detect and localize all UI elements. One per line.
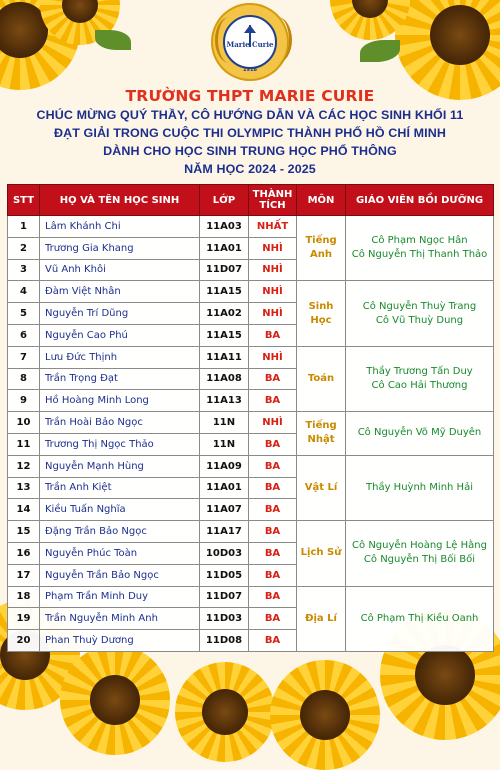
sunflower-bottom-left-2: [60, 645, 170, 755]
row-student-name: Hồ Hoàng Minh Long: [40, 390, 200, 412]
table-row: [8, 216, 494, 238]
row-award: BA: [249, 390, 297, 412]
congrats-line-2: ĐẠT GIẢI TRONG CUỘC THI OLYMPIC THÀNH PHỐ HỒ CHÍ MINH: [54, 126, 446, 140]
row-award: NHÌ: [249, 412, 297, 434]
teacher-cell: Cô Phạm Ngọc Hân Cô Nguyễn Thị Thanh Thảo: [346, 216, 494, 281]
row-stt: 4: [8, 281, 40, 303]
row-award: NHÌ: [249, 259, 297, 281]
row-stt: 2: [8, 237, 40, 259]
row-student-name: Trương Thị Ngọc Thảo: [40, 433, 200, 455]
row-student-name: Kiều Tuấn Nghĩa: [40, 499, 200, 521]
header-teacher: GIÁO VIÊN BỒI DƯỠNG: [346, 185, 494, 216]
row-class: 11D07: [200, 586, 249, 608]
row-award: NHẤT: [249, 216, 297, 238]
row-class: 11A02: [200, 303, 249, 325]
row-student-name: Đàm Việt Nhân: [40, 281, 200, 303]
teacher-cell: Thầy Huỳnh Minh Hải: [346, 455, 494, 520]
teacher-cell: Cô Phạm Thị Kiều Oanh: [346, 586, 494, 651]
row-award: NHÌ: [249, 237, 297, 259]
logo-year: 1918: [243, 67, 257, 73]
row-award: BA: [249, 499, 297, 521]
subject-cell: Vật Lí: [297, 455, 346, 520]
table-row: [8, 586, 494, 608]
table-row: [8, 412, 494, 434]
row-stt: 11: [8, 433, 40, 455]
row-award: NHÌ: [249, 346, 297, 368]
row-student-name: Nguyễn Trần Bảo Ngọc: [40, 564, 200, 586]
results-table-wrap: [7, 184, 493, 652]
row-stt: 7: [8, 346, 40, 368]
row-stt: 16: [8, 542, 40, 564]
leaf-decoration: [360, 40, 400, 62]
congrats-line-1: CHÚC MỪNG QUÝ THẦY, CÔ HƯỚNG DẪN VÀ CÁC HỌC SINH KHỐI 11: [36, 108, 464, 122]
row-award: NHÌ: [249, 303, 297, 325]
row-class: 11A17: [200, 521, 249, 543]
logo-text: Marie Curie: [226, 40, 274, 49]
row-student-name: Trương Gia Khang: [40, 237, 200, 259]
row-stt: 1: [8, 216, 40, 238]
subject-cell: Tiếng Anh: [297, 216, 346, 281]
row-stt: 9: [8, 390, 40, 412]
row-student-name: Phạm Trần Minh Duy: [40, 586, 200, 608]
header: [0, 86, 500, 178]
row-class: 11A13: [200, 390, 249, 412]
subject-cell: Sinh Học: [297, 281, 346, 346]
row-class: 11D05: [200, 564, 249, 586]
sunflower-bottom-center-2: [270, 660, 380, 770]
row-class: 11A09: [200, 455, 249, 477]
row-student-name: Trần Anh Kiệt: [40, 477, 200, 499]
header-name: HỌ VÀ TÊN HỌC SINH: [40, 185, 200, 216]
row-stt: 8: [8, 368, 40, 390]
teacher-cell: Cô Nguyễn Võ Mỹ Duyên: [346, 412, 494, 456]
header-subject: MÔN: [297, 185, 346, 216]
row-stt: 12: [8, 455, 40, 477]
row-class: 11A07: [200, 499, 249, 521]
row-student-name: Lâm Khánh Chi: [40, 216, 200, 238]
row-class: 11A11: [200, 346, 249, 368]
results-table: [7, 184, 494, 652]
header-stt: STT: [8, 185, 40, 216]
row-stt: 15: [8, 521, 40, 543]
row-stt: 5: [8, 303, 40, 325]
table-row: [8, 455, 494, 477]
row-award: BA: [249, 542, 297, 564]
table-header-row: [8, 185, 494, 216]
row-student-name: Nguyễn Mạnh Hùng: [40, 455, 200, 477]
school-year: NĂM HỌC 2024 - 2025: [184, 162, 316, 176]
row-class: 11A01: [200, 477, 249, 499]
row-stt: 6: [8, 324, 40, 346]
row-class: 11D08: [200, 630, 249, 652]
row-class: 11A01: [200, 237, 249, 259]
row-class: 11A15: [200, 281, 249, 303]
header-award: THÀNH TÍCH: [249, 185, 297, 216]
school-logo: [203, 3, 297, 81]
row-stt: 17: [8, 564, 40, 586]
row-award: BA: [249, 455, 297, 477]
header-class: LỚP: [200, 185, 249, 216]
row-student-name: Trần Nguyễn Minh Anh: [40, 608, 200, 630]
subject-cell: Toán: [297, 346, 346, 411]
row-class: 11A03: [200, 216, 249, 238]
row-award: BA: [249, 586, 297, 608]
row-class: 10D03: [200, 542, 249, 564]
table-row: [8, 281, 494, 303]
table-row: [8, 521, 494, 543]
row-stt: 3: [8, 259, 40, 281]
row-class: 11D03: [200, 608, 249, 630]
row-stt: 13: [8, 477, 40, 499]
row-award: NHÌ: [249, 281, 297, 303]
row-class: 11N: [200, 412, 249, 434]
row-stt: 20: [8, 630, 40, 652]
row-student-name: Nguyễn Phúc Toàn: [40, 542, 200, 564]
row-award: BA: [249, 433, 297, 455]
row-award: BA: [249, 564, 297, 586]
row-class: 11A15: [200, 324, 249, 346]
school-name: TRƯỜNG THPT MARIE CURIE: [125, 87, 375, 105]
row-award: BA: [249, 608, 297, 630]
row-class: 11A08: [200, 368, 249, 390]
row-class: 11D07: [200, 259, 249, 281]
row-student-name: Vũ Anh Khôi: [40, 259, 200, 281]
sunflower-bottom-center: [175, 662, 275, 762]
row-stt: 18: [8, 586, 40, 608]
congrats-line-3: DÀNH CHO HỌC SINH TRUNG HỌC PHỔ THÔNG: [103, 144, 397, 158]
table-body: [8, 216, 494, 652]
row-award: BA: [249, 368, 297, 390]
table-row: [8, 346, 494, 368]
row-student-name: Trần Trọng Đạt: [40, 368, 200, 390]
row-stt: 14: [8, 499, 40, 521]
row-award: BA: [249, 477, 297, 499]
teacher-cell: Thầy Trương Tấn Duy Cô Cao Hải Thương: [346, 346, 494, 411]
row-student-name: Nguyễn Trí Dũng: [40, 303, 200, 325]
subject-cell: Tiếng Nhật: [297, 412, 346, 456]
row-class: 11N: [200, 433, 249, 455]
teacher-cell: Cô Nguyễn Thuỳ Trang Cô Vũ Thuỳ Dung: [346, 281, 494, 346]
row-student-name: Lưu Đức Thịnh: [40, 346, 200, 368]
row-stt: 19: [8, 608, 40, 630]
teacher-cell: Cô Nguyễn Hoàng Lệ Hằng Cô Nguyễn Thị Bối Bối: [346, 521, 494, 586]
row-student-name: Phan Thuỳ Dương: [40, 630, 200, 652]
row-award: BA: [249, 630, 297, 652]
row-student-name: Nguyễn Cao Phú: [40, 324, 200, 346]
leaf-decoration: [95, 30, 131, 50]
subject-cell: Lịch Sử: [297, 521, 346, 586]
row-stt: 10: [8, 412, 40, 434]
row-student-name: Trần Hoài Bảo Ngọc: [40, 412, 200, 434]
row-student-name: Đặng Trần Bảo Ngọc: [40, 521, 200, 543]
subject-cell: Địa Lí: [297, 586, 346, 651]
row-award: BA: [249, 324, 297, 346]
row-award: BA: [249, 521, 297, 543]
sunflower-top-right: [395, 0, 500, 100]
